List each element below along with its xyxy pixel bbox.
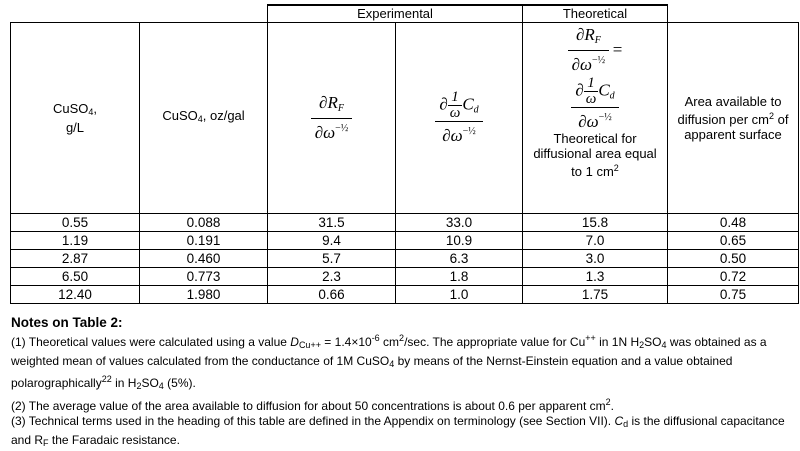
note-1: (1) Theoretical values were calculated using a value $D_{Cu++} = 1.4\times 10^{-6}$ $cm^2/\sec$. The appropriate value for Cu++ in 1N $H_2SO_4$ was obtained as a weighted mean of values calculated from the conductance of 1M CuSO$_4$ by means of the Nernst-Einstein equation and a value obtained polarographically$^{22}$ in $H_2SO_4$ (5%).: [11, 333, 767, 391]
group-header-row: [11, 5, 799, 22]
header-dCd-formula: ∂ $\frac{1}{\omega}$ Cd $\partial\omega^{-\frac{1}{2}}$: [396, 22, 523, 213]
note-2: (2) The average value of the area available to diffusion for about 50 concentrations is about 0.6 per apparent $cm^2$.: [11, 396, 614, 413]
group-header-experimental: Experimental: [268, 5, 523, 22]
column-header-row: [11, 22, 799, 213]
header-area-available: Area available to diffusion per $cm^2$ of apparent surface: [668, 22, 799, 213]
table-row: 1.19 0.191 9.4 10.9 7.0 0.65: [11, 231, 799, 249]
header-dRF-formula: $\frac{\partial RF}{\partial\omega^{-\frac{1}{2}}}$: [268, 22, 396, 213]
table-row: 6.50 0.773 2.3 1.8 1.3 0.72: [11, 267, 799, 285]
group-header-theoretical: Theoretical: [523, 5, 668, 22]
table-row: 12.40 1.980 0.66 1.0 1.75 0.75: [11, 285, 799, 303]
note-3: (3) Technical terms used in the heading of this table are defined in the Appendix on terminology (see Section VII). $C_d$ is the diffusional capacitance and $R_F$ the Faradaic resistance.: [11, 414, 785, 448]
notes-title: Notes on Table 2:: [11, 315, 123, 330]
header-cuso4-ozgal: CuSO$_4$, oz/gal: [140, 22, 268, 213]
data-table: [10, 4, 799, 304]
header-cuso4-gl: CuSO$_4$, g/L: [11, 22, 140, 213]
table-notes: [11, 314, 796, 451]
table-row: 0.55 0.088 31.5 33.0 15.8 0.48: [11, 213, 799, 231]
header-theoretical-formula: $\frac{\partial RF}{\partial\omega^{-\frac{1}{2}}}$ = ∂ $\frac{1}{\omega}$ Cd $\partial\omega^{-\frac{1}{2}}$ Theoretical for diffusional area equal to 1 $cm^2$: [523, 22, 668, 213]
table-row: 2.87 0.460 5.7 6.3 3.0 0.50: [11, 249, 799, 267]
